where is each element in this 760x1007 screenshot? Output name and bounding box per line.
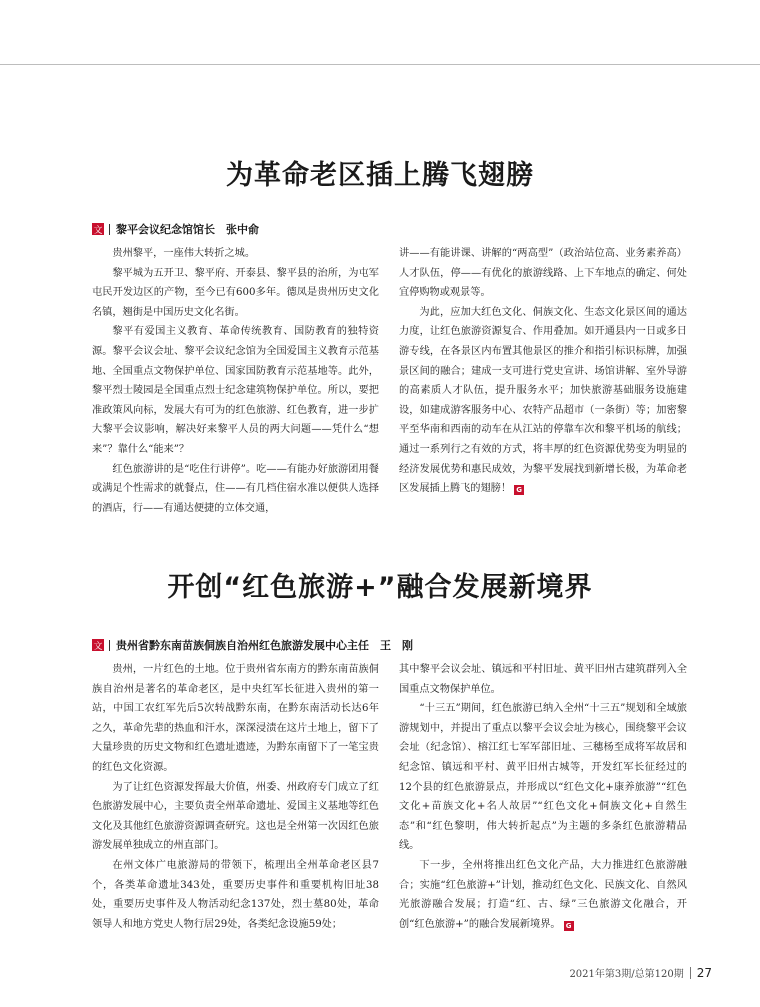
issue-info: 2021年第3期/总第120期 <box>569 969 684 980</box>
divider <box>109 224 110 235</box>
page-number: 27 <box>696 965 712 980</box>
page-footer <box>569 965 712 980</box>
paragraph-text: 为此，应加大红色文化、侗族文化、生态文化景区间的通达力度，让红色旅游资源复合、作用叠加。如开通县内一日或多日游专线，在各景区内布置其他景区的推介和指引标识标牌，加强景区间的融合；建成一支可进行党史宣讲、场馆讲解、室外导游的高素质人才队伍，提升服务水平；加快旅游基础服务设施建设，如建成游客服务中心、农特产品超市（一条街）等；加密黎平至华南和西南的动车在从江站的停靠车次和黎平机场的航线；通过一系列行之有效的方式，将丰厚的红色资源优势变为明显的经济发展优势和惠民成效，为黎平发展找到新增长极，为革命老区发展插上腾飞的翅膀！ <box>399 306 687 495</box>
paragraph: 其中黎平会议会址、镇远和平村旧址、黄平旧州古建筑群列入全国重点文物保护单位。 <box>399 664 687 695</box>
paragraph: 贵州黎平，一座伟大转折之城。 <box>112 248 256 259</box>
paragraph: 黎平有爱国主义教育、革命传统教育、国防教育的独特资源。黎平会议会址、黎平会议纪念馆为全国爱国主义教育示范基地、全国重点文物保护单位、国家国防教育示范基地等。此外，黎平烈士陵园是全国重点烈士纪念建筑物保护单位。所以，要把准政策风向标，发展大有可为的红色旅游、红色教育，进一步扩大黎平会议影响，解决好来黎平人员的两大问题——凭什么“想来”？靠什么“能来”？ <box>92 326 379 455</box>
author-name: 贵州省黔东南苗族侗族自治州红色旅游发展中心主任 王 刚 <box>116 639 413 652</box>
author-byline <box>92 222 259 236</box>
header-rule <box>0 64 760 65</box>
divider <box>690 967 691 979</box>
paragraph: 在州文体广电旅游局的带领下，梳理出全州革命老区县7个，各类革命遗址343处，重要历史事件和重要机构旧址38处，重要历史事件及人物活动纪念137处，烈士墓80处，革命领导人和地方党史人物行居29处，各类纪念设施59处； <box>92 859 379 930</box>
article-title: 开创“红色旅游+”融合发展新境界 <box>167 572 593 603</box>
paragraph <box>399 303 687 499</box>
paragraph <box>399 856 687 934</box>
divider <box>109 640 110 651</box>
article-column-left <box>92 244 379 518</box>
article-column-left <box>92 660 379 934</box>
paragraph: 红色旅游讲的是“吃住行讲停”。吃——有能办好旅游团用餐或满足个性需求的就餐点，住——有几档住宿水准以便供人选择的酒店，行——有通达便捷的立体交通， <box>92 463 379 514</box>
article-column-right <box>399 244 687 499</box>
end-mark-icon: G <box>564 921 574 931</box>
paragraph: 黎平城为五开卫、黎平府、开泰县、黎平县的治所，为屯军屯民开发边区的产物，至今已有600多年。德凤是贵州历史文化名镇，翘街是中国历史文化名街。 <box>92 267 379 318</box>
paragraph: 贵州，一片红色的土地。位于贵州省东南方的黔东南苗族侗族自治州是著名的革命老区，是中央红军长征进入贵州的第一站，中国工农红军先后5次转战黔东南，在黔东南活动长达6年之久，革命先辈的热血和汗水，深深浸渍在这片土地上，留下了大量珍贵的历史文物和红色遗址遗迹，为黔东南留下了一笔宝贵的红色文化资源。 <box>92 664 379 773</box>
author-name: 黎平会议纪念馆馆长 张中俞 <box>116 223 259 236</box>
author-badge: 文 <box>92 639 104 651</box>
paragraph: 讲——有能讲课、讲解的“两高型”（政治站位高、业务素养高）人才队伍，停——有优化的旅游线路、上下车地点的确定、何处宜停购物或观景等。 <box>399 248 687 299</box>
end-mark-icon: G <box>514 485 524 495</box>
article-title: 为革命老区插上腾飞翅膀 <box>226 160 534 191</box>
paragraph-text: 下一步，全州将推出红色文化产品，大力推进红色旅游融合；实施“红色旅游+”计划，推动红色文化、民族文化、自然风光旅游融合发展；打造“红、古、绿”三色旅游文化融合，开创“红色旅游+”的融合发展新境界。 <box>399 859 687 930</box>
paragraph: “十三五”期间，红色旅游已纳入全州“十三五”规划和全域旅游规划中，并提出了重点以黎平会议会址为核心，围绕黎平会议会址（纪念馆）、榕江红七军军部旧址、三穗杨至成将军故居和纪念馆、镇远和平村、黄平旧州古城等，开发红军长征经过的12个县的红色旅游景点，并形成以“红色文化+康养旅游”“红色文化+苗族文化+名人故居”“红色文化+侗族文化+自然生态”和“红色黎明，伟大转折起点”为主题的多条红色旅游精品线。 <box>399 703 687 852</box>
author-byline <box>92 638 413 652</box>
author-badge: 文 <box>92 223 104 235</box>
article-column-right <box>399 660 687 934</box>
paragraph: 为了让红色资源发挥最大价值，州委、州政府专门成立了红色旅游发展中心，主要负责全州革命遗址、爱国主义基地等红色文化及其他红色旅游资源调查研究。这也是全州第一次因红色旅游发展单独成立的州直部门。 <box>92 781 379 852</box>
